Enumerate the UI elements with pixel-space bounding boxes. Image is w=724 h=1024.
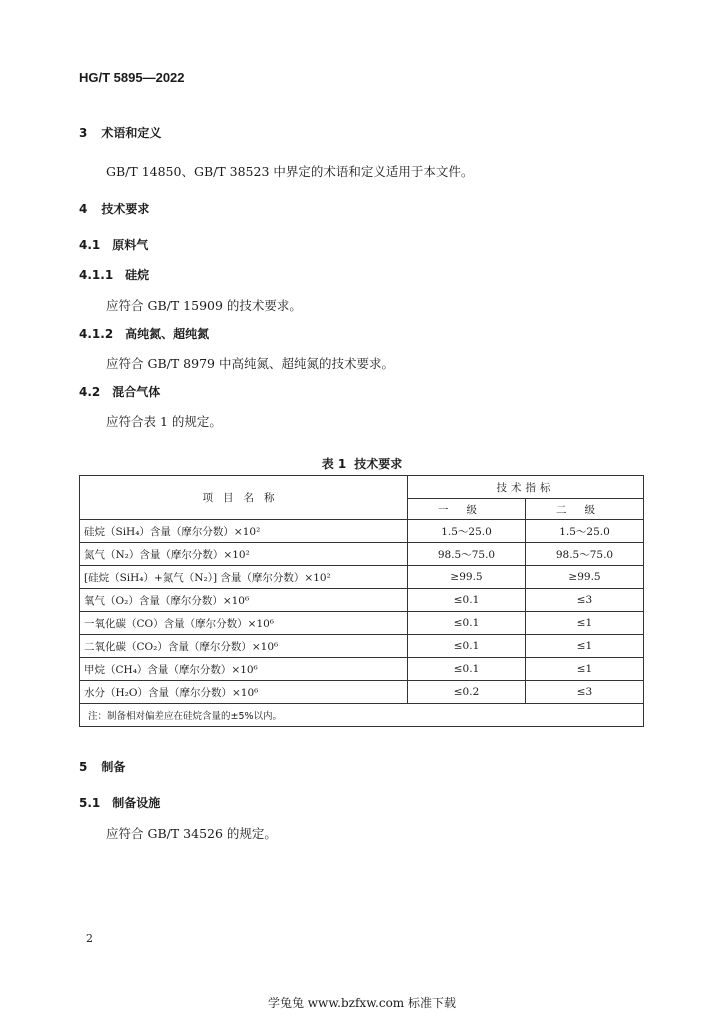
section-4-1-2-text: 应符合 GB/T 8979 中高纯氮、超纯氮的技术要求。 [106,356,394,371]
section-number: 4 [79,202,88,216]
row-item: 氮气（N₂）含量（摩尔分数）×10² [80,543,408,566]
row-item: 二氧化碳（CO₂）含量（摩尔分数）×10⁶ [80,635,408,658]
row-item: 水分（H₂O）含量（摩尔分数）×10⁶ [80,681,408,704]
row-grade-1: 1.5～25.0 [408,520,526,543]
section-number: 5 [79,760,88,774]
table-note: 注：制备相对偏差应在硅烷含量的±5%以内。 [80,704,644,727]
section-5-1-heading [79,794,160,811]
table-row [80,543,644,566]
technical-requirements-table [79,475,644,727]
row-grade-2: 98.5～75.0 [526,543,644,566]
section-4-1-heading [79,236,148,253]
header-grade-1: 一级 [408,499,526,520]
section-number: 4.2 [79,385,101,399]
section-4-2-text: 应符合表 1 的规定。 [106,414,222,429]
section-4-1-2-heading [79,325,209,342]
table-row [80,520,644,543]
row-grade-2: ≥99.5 [526,566,644,589]
section-title: 高纯氮、超纯氮 [125,327,210,341]
row-grade-2: ≤3 [526,681,644,704]
section-4-1-1-heading [79,266,149,283]
header-grade-2: 二级 [526,499,644,520]
row-grade-2: 1.5～25.0 [526,520,644,543]
section-3-text: GB/T 14850、GB/T 38523 中界定的术语和定义适用于本文件。 [106,164,474,179]
section-number: 4.1.2 [79,327,114,341]
row-grade-2: ≤1 [526,635,644,658]
section-title: 原料气 [112,238,149,252]
row-grade-1: ≤0.1 [408,635,526,658]
section-5-1-text: 应符合 GB/T 34526 的规定。 [106,826,277,841]
section-4-heading [79,200,149,217]
section-number: 3 [79,126,88,140]
section-title: 制备设施 [112,796,161,810]
section-title: 技术要求 [101,202,150,216]
standard-code: HG/T 5895—2022 [79,70,185,85]
section-number: 4.1.1 [79,268,114,282]
row-grade-2: ≤1 [526,612,644,635]
table-row [80,635,644,658]
row-grade-1: 98.5～75.0 [408,543,526,566]
section-title: 硅烷 [125,268,150,282]
table-row [80,612,644,635]
row-grade-2: ≤3 [526,589,644,612]
section-5-heading [79,758,125,775]
section-title: 混合气体 [112,385,161,399]
row-grade-2: ≤1 [526,658,644,681]
section-title: 术语和定义 [101,126,162,140]
table-row [80,681,644,704]
table-row [80,566,644,589]
table-caption-number: 表 1 [321,457,347,471]
row-item: 甲烷（CH₄）含量（摩尔分数）×10⁶ [80,658,408,681]
table-caption-title: 技术要求 [354,457,403,471]
row-grade-1: ≥99.5 [408,566,526,589]
table-note-row [80,704,644,727]
header-technical-index: 技术指标 [408,476,644,499]
row-grade-1: ≤0.1 [408,589,526,612]
section-3-heading [79,124,161,141]
footer-watermark: 学兔兔 www.bzfxw.com 标准下载 [267,996,457,1010]
section-4-2-heading [79,383,160,400]
row-item: 氧气（O₂）含量（摩尔分数）×10⁶ [80,589,408,612]
table-caption [0,455,724,472]
table-row [80,658,644,681]
row-grade-1: ≤0.1 [408,612,526,635]
header-item-name: 项目名称 [80,476,408,520]
row-item: 一氧化碳（CO）含量（摩尔分数）×10⁶ [80,612,408,635]
section-number: 5.1 [79,796,101,810]
row-grade-1: ≤0.2 [408,681,526,704]
row-item: 硅烷（SiH₄）含量（摩尔分数）×10² [80,520,408,543]
row-item: [硅烷（SiH₄）+氮气（N₂）] 含量（摩尔分数）×10² [80,566,408,589]
section-number: 4.1 [79,238,101,252]
section-4-1-1-text: 应符合 GB/T 15909 的技术要求。 [106,298,302,313]
section-title: 制备 [101,760,126,774]
table-row [80,589,644,612]
row-grade-1: ≤0.1 [408,658,526,681]
page-number: 2 [86,932,93,945]
